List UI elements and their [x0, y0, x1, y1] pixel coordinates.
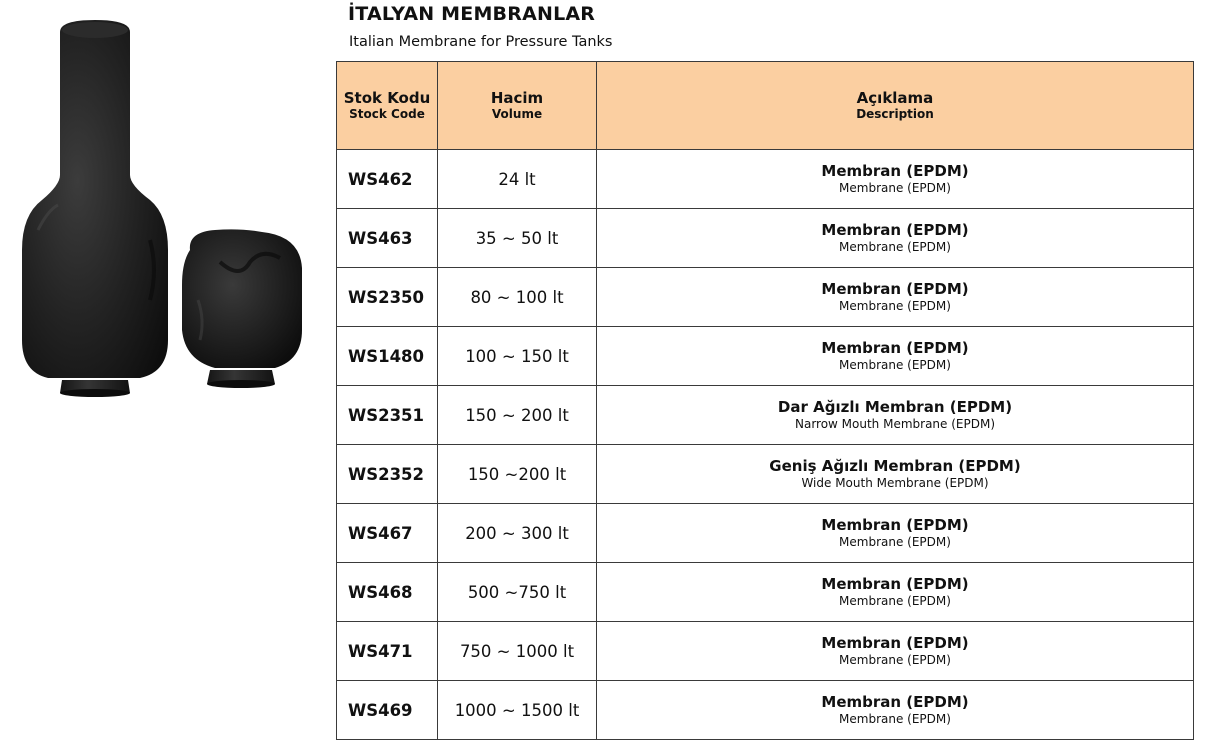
- table-row: [337, 563, 1194, 622]
- volume-cell: 150 ~200 lt: [438, 445, 597, 504]
- table-row: [337, 504, 1194, 563]
- header-volume-en: Volume: [491, 107, 543, 121]
- description-tr: Membran (EPDM): [821, 693, 969, 711]
- header-stock-code-en: Stock Code: [349, 107, 425, 121]
- volume-cell: 1000 ~ 1500 lt: [438, 681, 597, 740]
- description-tr: Geniş Ağızlı Membran (EPDM): [769, 457, 1021, 475]
- description-en: Membrane (EPDM): [839, 653, 951, 667]
- stock-code-cell: WS2352: [337, 445, 438, 504]
- description-cell: [597, 622, 1194, 681]
- header-description-tr: Açıklama: [856, 89, 934, 107]
- stock-code-cell: WS471: [337, 622, 438, 681]
- round-membrane-shape: [182, 229, 302, 388]
- description-en: Membrane (EPDM): [839, 594, 951, 608]
- volume-cell: 80 ~ 100 lt: [438, 268, 597, 327]
- volume-cell: 500 ~750 lt: [438, 563, 597, 622]
- header-volume: [438, 62, 597, 150]
- description-tr: Membran (EPDM): [821, 516, 969, 534]
- header-description: [597, 62, 1194, 150]
- description-en: Membrane (EPDM): [839, 535, 951, 549]
- volume-cell: 24 lt: [438, 150, 597, 209]
- description-en: Membrane (EPDM): [839, 712, 951, 726]
- table-row: [337, 150, 1194, 209]
- table-row: [337, 622, 1194, 681]
- stock-code-cell: WS2351: [337, 386, 438, 445]
- description-en: Wide Mouth Membrane (EPDM): [801, 476, 989, 490]
- header-stock-code-tr: Stok Kodu: [343, 89, 431, 107]
- table-row: [337, 445, 1194, 504]
- description-tr: Membran (EPDM): [821, 162, 969, 180]
- description-tr: Membran (EPDM): [821, 634, 969, 652]
- stock-code-cell: WS462: [337, 150, 438, 209]
- description-cell: [597, 268, 1194, 327]
- membrane-table: [336, 61, 1194, 740]
- description-en: Narrow Mouth Membrane (EPDM): [794, 417, 996, 431]
- header-description-en: Description: [856, 107, 934, 121]
- stock-code-cell: WS467: [337, 504, 438, 563]
- table-row: [337, 681, 1194, 740]
- stock-code-cell: WS2350: [337, 268, 438, 327]
- table-header-row: [337, 62, 1194, 150]
- description-en: Membrane (EPDM): [839, 358, 951, 372]
- description-cell: [597, 327, 1194, 386]
- description-cell: [597, 681, 1194, 740]
- page-subtitle: Italian Membrane for Pressure Tanks: [349, 34, 613, 50]
- volume-cell: 150 ~ 200 lt: [438, 386, 597, 445]
- description-cell: [597, 209, 1194, 268]
- volume-cell: 35 ~ 50 lt: [438, 209, 597, 268]
- description-en: Membrane (EPDM): [839, 299, 951, 313]
- description-tr: Membran (EPDM): [821, 339, 969, 357]
- description-en: Membrane (EPDM): [839, 181, 951, 195]
- description-tr: Membran (EPDM): [821, 221, 969, 239]
- stock-code-cell: WS1480: [337, 327, 438, 386]
- description-cell: [597, 150, 1194, 209]
- volume-cell: 100 ~ 150 lt: [438, 327, 597, 386]
- description-tr: Membran (EPDM): [821, 280, 969, 298]
- header-volume-tr: Hacim: [490, 89, 544, 107]
- table-row: [337, 209, 1194, 268]
- table-row: [337, 327, 1194, 386]
- description-tr: Dar Ağızlı Membran (EPDM): [777, 398, 1013, 416]
- stock-code-cell: WS469: [337, 681, 438, 740]
- description-cell: [597, 563, 1194, 622]
- description-en: Membrane (EPDM): [839, 240, 951, 254]
- volume-cell: 750 ~ 1000 lt: [438, 622, 597, 681]
- stock-code-cell: WS468: [337, 563, 438, 622]
- table-row: [337, 386, 1194, 445]
- header-stock-code: [337, 62, 438, 150]
- volume-cell: 200 ~ 300 lt: [438, 504, 597, 563]
- page-title: İTALYAN MEMBRANLAR: [348, 3, 596, 25]
- description-tr: Membran (EPDM): [821, 575, 969, 593]
- table-row: [337, 268, 1194, 327]
- description-cell: [597, 386, 1194, 445]
- description-cell: [597, 445, 1194, 504]
- description-cell: [597, 504, 1194, 563]
- tall-membrane-shape: [22, 20, 168, 397]
- stock-code-cell: WS463: [337, 209, 438, 268]
- membrane-product-image: [0, 0, 330, 430]
